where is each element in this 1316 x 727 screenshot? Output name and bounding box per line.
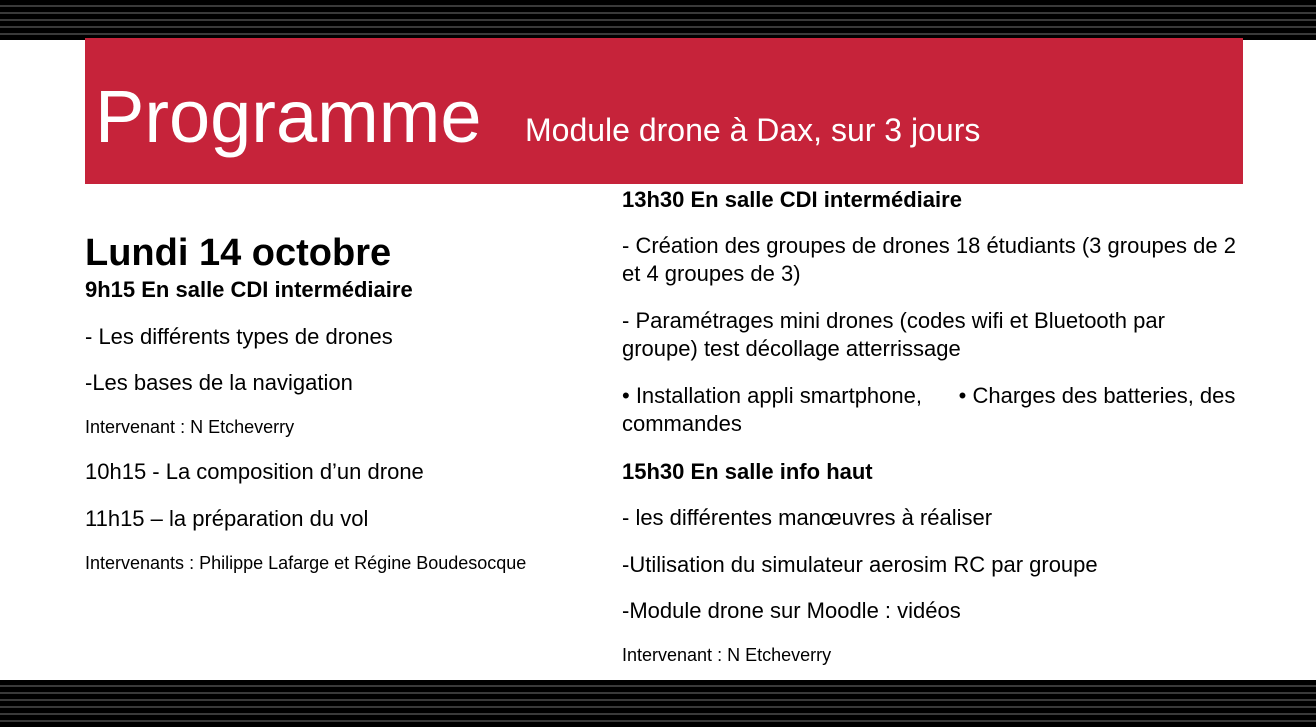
list-item: • Installation appli smartphone, • Charges des batteries, des commandes: [622, 383, 1242, 436]
list-item: - Les différents types de drones: [85, 324, 393, 349]
session-time-afternoon: 13h30 En salle CDI intermédiaire: [622, 187, 962, 212]
session-time-morning: 9h15 En salle CDI intermédiaire: [85, 277, 413, 302]
speaker-note: Intervenant : N Etcheverry: [85, 417, 295, 437]
list-item: - les différentes manœuvres à réaliser: [622, 505, 993, 530]
page-subtitle: Module drone à Dax, sur 3 jours: [525, 112, 981, 148]
list-item: - Paramétrages mini drones (codes wifi et Bluetooth par groupe) test décollage atterrissage: [622, 308, 1165, 361]
list-item: - Création des groupes de drones 18 étudiants (3 groupes de 2 et 4 groupes de 3): [622, 233, 1236, 286]
speaker-note: Intervenant : N Etcheverry: [622, 645, 832, 665]
list-item: 10h15 - La composition d’un drone: [85, 459, 424, 484]
session-time-late: 15h30 En salle info haut: [622, 459, 873, 484]
top-border: [0, 0, 1316, 40]
bottom-border: [0, 680, 1316, 727]
page-title: Programme: [95, 75, 482, 158]
list-item: -Utilisation du simulateur aerosim RC par groupe: [622, 552, 1098, 577]
speaker-note: Intervenants : Philippe Lafarge et Régine Boudesocque: [85, 553, 527, 573]
title-banner: [85, 38, 1243, 184]
list-item: -Module drone sur Moodle : vidéos: [622, 598, 961, 623]
day-heading: Lundi 14 octobre: [85, 232, 392, 274]
list-item: 11h15 – la préparation du vol: [85, 506, 369, 531]
list-item: -Les bases de la navigation: [85, 370, 353, 395]
